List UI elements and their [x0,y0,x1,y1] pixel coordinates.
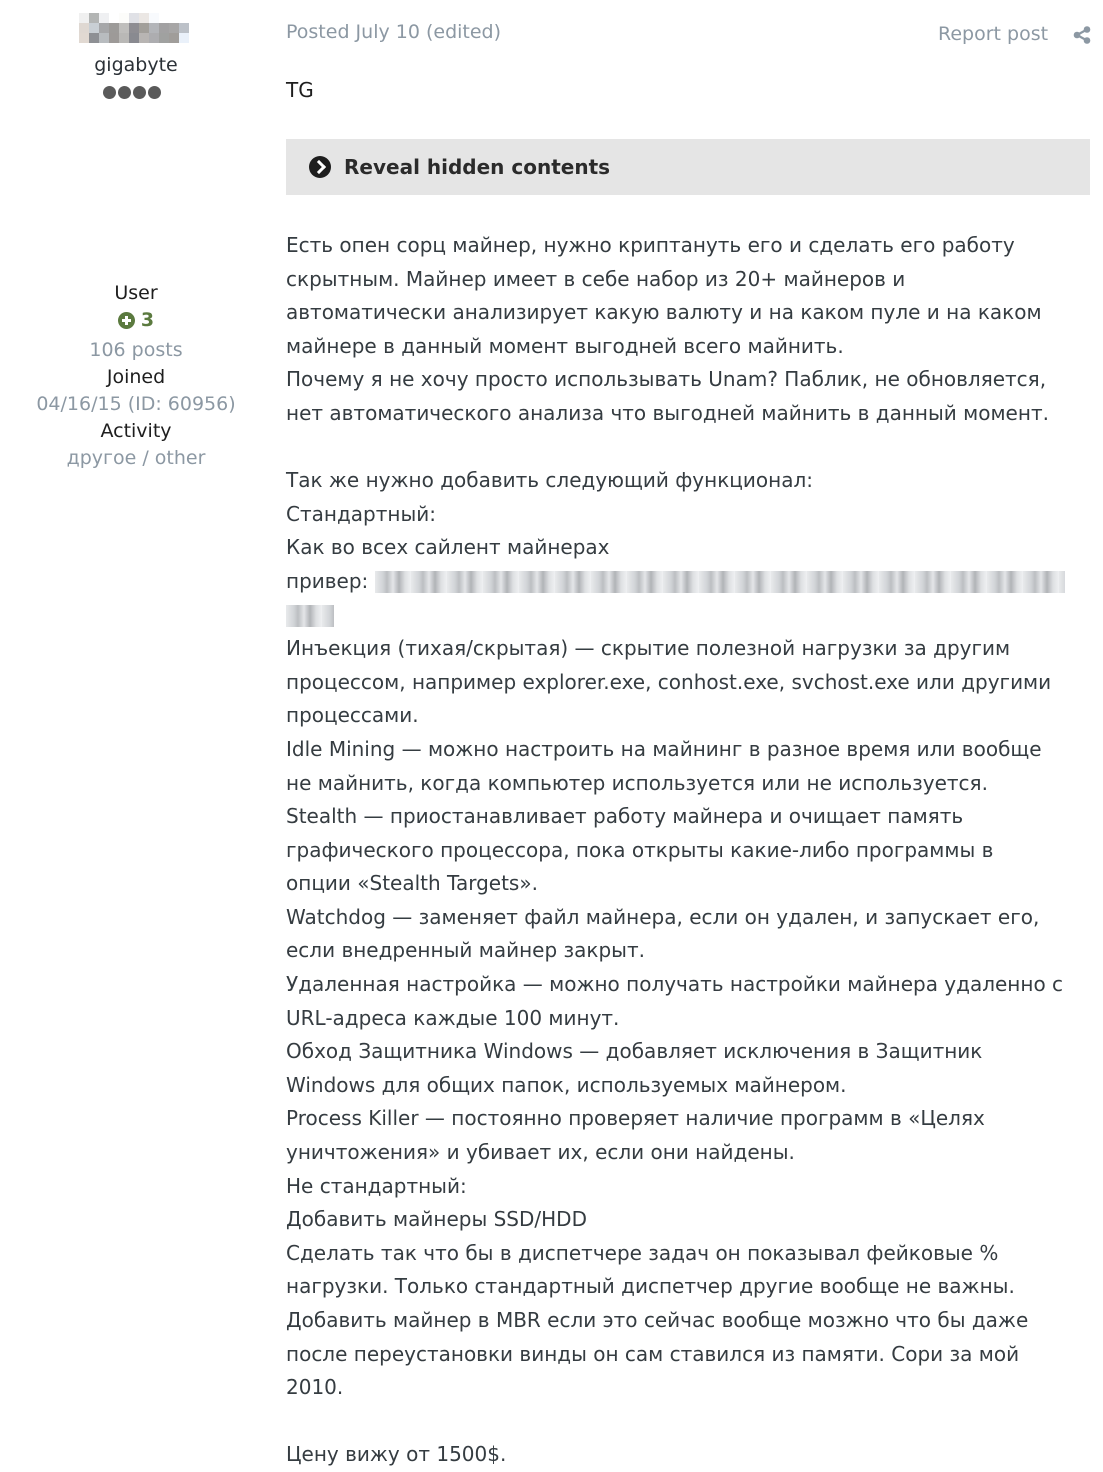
post-line: Process Killer — постоянно проверяет наличие программ в «Целях [286,1106,985,1131]
post-line: процессом, например explorer.exe, conhost.exe, svchost.exe или другими [286,669,1052,694]
post-line: Windows для общих папок, используемых майнером. [286,1072,847,1097]
post-line: Стандартный: [286,501,436,526]
reputation-value: 3 [140,309,155,331]
redacted-link-continued [286,599,1096,633]
post-body [286,229,1096,1472]
joined-value: 04/16/15 (ID: 60956) [36,393,236,415]
post-line: Stealth — приостанавливает работу майнера и очищает память [286,804,964,829]
example-label: привер: [286,568,369,593]
post-first-line: TG [286,78,314,102]
reveal-label: Reveal hidden contents [344,155,611,179]
post-line: Как во всех сайлент майнерах [286,535,610,560]
reveal-hidden-contents-button[interactable] [286,139,1090,195]
post-line: Инъекция (тихая/скрытая) — скрытие полезной нагрузки за другим [286,636,1011,661]
report-post-link[interactable]: Report post [938,23,1049,45]
post-line: процессами. [286,703,419,728]
blank-line [286,431,1096,465]
post-line: Добавить майнеры SSD/HDD [286,1207,587,1232]
share-icon[interactable] [1072,25,1092,45]
post-line: Idle Mining — можно настроить на майнинг в разное время или вообще [286,736,1042,761]
post-line: URL-адреса каждые 100 минут. [286,1005,620,1030]
post-line-price: Цену вижу от 1500$. [286,1442,507,1467]
post-line: Почему я не хочу просто использывать Unam? Паблик, не обновляется, [286,367,1047,392]
plus-circle-icon [118,312,135,329]
post-line: майнере в данный момент выгодней всего майнить. [286,333,844,358]
joined-label: Joined [106,366,166,388]
example-link-line [286,565,1096,599]
avatar[interactable] [79,13,189,43]
author-username[interactable]: gigabyte [94,54,178,76]
author-info [0,280,272,472]
post-line: Есть опен сорц майнер, нужно криптануть его и сделать его работу [286,233,1015,257]
post-line: уничтожения» и убивает их, если они найдены. [286,1140,795,1165]
activity-value: другое / other [66,447,206,469]
post-line: нет автоматического анализа что выгодней майнить в данный момент. [286,400,1049,425]
chevron-right-circle-icon [309,156,331,178]
post-date[interactable]: Posted July 10 (edited) [286,21,502,43]
post-line: нагрузки. Только стандартный диспетчер другие вообще не важны. [286,1274,1015,1299]
post-line: после переустановки винды он сам ставился из памяти. Сори за мой [286,1341,1020,1366]
post-line: Так же нужно добавить следующий функционал: [286,468,813,493]
author-group: User [114,282,158,304]
rank-dots-icon [103,86,161,99]
post-line: Сделать так что бы в диспетчере задач он показывал фейковые % [286,1240,999,1265]
reputation [0,307,272,337]
post-line: скрытным. Майнер имеет в себе набор из 20+ майнеров и [286,266,906,291]
post-line: Удаленная настройка — можно получать настройки майнера удаленно с [286,972,1064,997]
post-line: Обход Защитника Windows — добавляет исключения в Защитник [286,1039,983,1064]
redacted-link[interactable] [375,571,1065,593]
post-line: опции «Stealth Targets». [286,871,538,896]
post-line: Watchdog — заменяет файл майнера, если он удален, и запускает его, [286,904,1040,929]
author-posts-count: 106 posts [89,339,183,361]
post-line: Не стандартный: [286,1173,467,1198]
post-line: графического процессора, пока открыты какие-либо программы в [286,837,994,862]
post-line: автоматически анализирует какую валюту и на каком пуле и на каком [286,300,1042,325]
activity-label: Activity [100,420,172,442]
post-line: Добавить майнер в MBR если это сейчас вообще мозжно что бы даже [286,1308,1029,1332]
redacted-link-tail[interactable] [286,605,334,627]
post-line: если внедренный майнер закрыт. [286,938,645,963]
post-line: не майнить, когда компьютер используется или не используется. [286,770,988,795]
blank-line [286,1405,1096,1439]
post-line: 2010. [286,1375,344,1400]
